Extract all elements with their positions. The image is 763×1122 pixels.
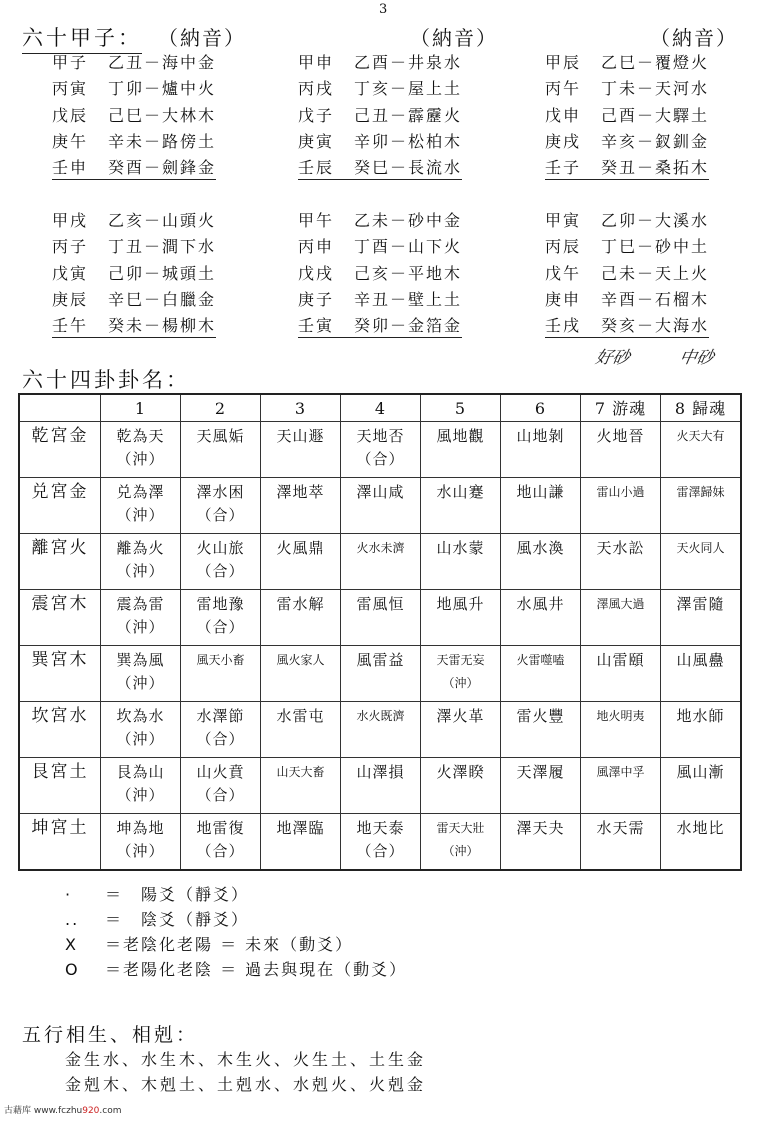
hexagram-cell: 山澤損	[341, 758, 421, 814]
hexagram-cell: 風火家人	[261, 646, 341, 702]
hexagram-cell: 雷水解	[261, 590, 341, 646]
hexagram-cell: 風澤中孚	[581, 758, 661, 814]
hexagram-cell: 天雷无妄 （沖）	[421, 646, 501, 702]
gua-title: 六十四卦卦名：	[22, 368, 190, 392]
nayin-entry	[52, 129, 216, 152]
hexagram-cell: 火地晉	[581, 422, 661, 478]
nayin-entry	[545, 129, 709, 152]
column-header: 2	[181, 394, 261, 422]
wuxing-ke: 金剋木、木剋土、土剋水、水剋火、火剋金	[65, 1075, 427, 1094]
column-header: 1	[101, 394, 181, 422]
nayin-value: 乙巳－覆燈火	[601, 53, 710, 72]
hexagram-cell: 地風升	[421, 590, 501, 646]
hexagram-cell: 澤水困 （合）	[181, 478, 261, 534]
nayin-value: 丁丑－澗下水	[108, 237, 217, 257]
stem-branch: 丙子	[52, 237, 89, 257]
table-row	[19, 534, 741, 590]
nayin-entry	[52, 50, 216, 73]
nayin-entry	[545, 103, 709, 126]
nayin-value: 乙丑－海中金	[108, 53, 217, 72]
hexagram-cell: 坤為地 （沖）	[101, 814, 181, 871]
stem-branch: 庚子	[298, 289, 335, 309]
hexagram-cell: 天山遯	[261, 422, 341, 478]
stem-branch: 甲辰	[545, 53, 582, 72]
hexagram-cell: 山風蠱	[661, 646, 742, 702]
hexagram-cell: 火水未濟	[341, 534, 421, 590]
nayin-entry	[298, 129, 462, 152]
nayin-value: 癸卯－金箔金	[354, 316, 463, 336]
hexagram-cell: 澤天夬	[501, 814, 581, 871]
nayin-value: 乙卯－大溪水	[601, 211, 710, 230]
nayin-entry	[545, 155, 709, 180]
palace-label: 巽宮木	[19, 646, 101, 702]
stem-branch: 庚寅	[298, 131, 335, 151]
nayin-value: 辛巳－白臘金	[108, 289, 217, 309]
hexagram-cell: 雷火豐	[501, 702, 581, 758]
column-header: 7 游魂	[581, 394, 661, 422]
hexagram-cell: 地澤臨	[261, 814, 341, 871]
hexagram-cell: 山地剝	[501, 422, 581, 478]
nayin-value: 辛丑－壁上土	[354, 289, 463, 309]
nayin-entry	[298, 208, 462, 231]
column-header: 4	[341, 394, 421, 422]
legend-text: ＝ 陽爻（靜爻）	[105, 885, 250, 904]
nayin-header-3: （納音）	[650, 26, 738, 50]
hexagram-cell: 山雷頤	[581, 646, 661, 702]
nayin-header-2: （納音）	[410, 26, 498, 50]
hexagram-cell: 地山謙	[501, 478, 581, 534]
legend-symbol: ·	[65, 885, 73, 904]
nayin-entry	[545, 234, 709, 257]
stem-branch: 甲寅	[545, 211, 582, 230]
nayin-entry	[545, 313, 709, 338]
palace-label: 離宮火	[19, 534, 101, 590]
nayin-value: 辛亥－釵釧金	[601, 131, 710, 151]
nayin-entry	[298, 313, 462, 338]
nayin-value: 丁亥－屋上土	[354, 79, 463, 99]
hexagram-cell: 水雷屯	[261, 702, 341, 758]
hexagram-cell: 天火同人	[661, 534, 742, 590]
nayin-value: 己卯－城頭土	[108, 263, 217, 283]
table-row	[19, 702, 741, 758]
nayin-entry	[52, 287, 216, 310]
hexagram-cell: 澤火革	[421, 702, 501, 758]
nayin-entry	[298, 234, 462, 257]
nayin-entry	[52, 155, 216, 180]
hexagram-cell: 地天泰 （合）	[341, 814, 421, 871]
legend-text: ＝ 陰爻（靜爻）	[105, 910, 250, 929]
hexagram-cell: 天澤履	[501, 758, 581, 814]
hexagram-cell: 風山漸	[661, 758, 742, 814]
hexagram-cell: 風地觀	[421, 422, 501, 478]
stem-branch: 甲子	[52, 53, 89, 72]
hexagram-cell: 雷山小過	[581, 478, 661, 534]
hexagram-cell: 火雷噬嗑	[501, 646, 581, 702]
nayin-value: 辛酉－石榴木	[601, 289, 710, 309]
nayin-entry	[545, 76, 709, 99]
nayin-entry	[545, 50, 709, 73]
hexagram-cell: 風雷益	[341, 646, 421, 702]
nayin-value: 丁未－天河水	[601, 79, 710, 99]
palace-label: 坤宮土	[19, 814, 101, 871]
stem-branch: 丙午	[545, 79, 582, 99]
page-number: 3	[379, 2, 388, 17]
hexagram-cell: 水天需	[581, 814, 661, 871]
nayin-value: 癸巳－長流水	[354, 158, 463, 178]
nayin-entry	[52, 234, 216, 257]
legend-symbol: O	[65, 960, 80, 979]
stem-branch: 庚申	[545, 289, 582, 309]
stem-branch: 甲午	[298, 211, 335, 230]
stem-branch: 壬寅	[298, 316, 335, 336]
stem-branch: 壬午	[52, 316, 89, 336]
palace-label: 坎宮水	[19, 702, 101, 758]
nayin-entry	[52, 261, 216, 284]
legend-symbol: ..	[65, 910, 80, 929]
watermark	[4, 1103, 122, 1116]
stem-branch: 庚辰	[52, 289, 89, 309]
nayin-value: 乙亥－山頭火	[108, 211, 217, 230]
legend-item	[65, 907, 249, 930]
nayin-entry	[545, 261, 709, 284]
hexagram-cell: 雷地豫 （合）	[181, 590, 261, 646]
stem-branch: 庚午	[52, 131, 89, 151]
legend-item	[65, 957, 407, 980]
nayin-value: 丁巳－砂中土	[601, 237, 710, 257]
hexagram-cell: 山天大畜	[261, 758, 341, 814]
stem-branch: 戊申	[545, 105, 582, 125]
hexagram-cell: 火風鼎	[261, 534, 341, 590]
nayin-entry	[52, 208, 216, 231]
stem-branch: 壬申	[52, 158, 89, 178]
nayin-value: 己亥－平地木	[354, 263, 463, 283]
nayin-value: 癸丑－桑拓木	[601, 158, 710, 178]
legend-text: ＝老陰化老陽 ＝ 未來（動爻）	[105, 935, 354, 954]
hexagram-cell: 火澤睽	[421, 758, 501, 814]
hexagram-cell: 水澤節 （合）	[181, 702, 261, 758]
hexagram-cell: 雷天大壯 （沖）	[421, 814, 501, 871]
palace-label: 兑宮金	[19, 478, 101, 534]
hexagram-cell: 水山蹇	[421, 478, 501, 534]
column-header	[19, 394, 101, 422]
column-header: 5	[421, 394, 501, 422]
hexagram-cell: 山水蒙	[421, 534, 501, 590]
nayin-entry	[298, 76, 462, 99]
nayin-value: 己酉－大驛土	[601, 105, 710, 125]
column-header: 8 歸魂	[661, 394, 742, 422]
hexagram-cell: 天水訟	[581, 534, 661, 590]
nayin-entry	[545, 287, 709, 310]
stem-branch: 庚戌	[545, 131, 582, 151]
stem-branch: 甲戌	[52, 211, 89, 230]
palace-label: 乾宮金	[19, 422, 101, 478]
hexagram-cell: 山火賁 （合）	[181, 758, 261, 814]
hexagram-cell: 乾為天 （沖）	[101, 422, 181, 478]
legend-text: ＝老陽化老陰 ＝ 過去與現在（動爻）	[105, 960, 408, 979]
stem-branch: 丙戌	[298, 79, 335, 99]
nayin-entry	[298, 50, 462, 73]
hexagram-cell: 澤雷隨	[661, 590, 742, 646]
stem-branch: 壬辰	[298, 158, 335, 178]
stem-branch: 戊辰	[52, 105, 89, 125]
handwritten-note-1: 好砂	[593, 348, 632, 368]
hexagram-cell: 風天小畜	[181, 646, 261, 702]
stem-branch: 戊子	[298, 105, 335, 125]
handwritten-note-2: 中砂	[677, 348, 716, 368]
nayin-value: 辛卯－松柏木	[354, 131, 463, 151]
hexagram-cell: 震為雷 （沖）	[101, 590, 181, 646]
table-row	[19, 478, 741, 534]
legend-item	[65, 932, 353, 955]
table-row	[19, 758, 741, 814]
hexagram-cell: 水地比	[661, 814, 742, 871]
nayin-value: 癸酉－劍鋒金	[108, 158, 217, 178]
nayin-entry	[298, 155, 462, 180]
column-header: 3	[261, 394, 341, 422]
nayin-entry	[545, 208, 709, 231]
watermark-suffix: .com	[99, 1106, 122, 1116]
nayin-value: 丁酉－山下火	[354, 237, 463, 257]
hexagram-cell: 離為火 （沖）	[101, 534, 181, 590]
nayin-value: 己巳－大林木	[108, 105, 217, 125]
hexagram-cell: 雷風恒	[341, 590, 421, 646]
nayin-value: 辛未－路傍土	[108, 131, 217, 151]
jiazi-title: 六十甲子：	[22, 22, 142, 54]
table-row	[19, 646, 741, 702]
nayin-value: 己丑－霹靂火	[354, 105, 463, 125]
hexagram-cell: 天地否 （合）	[341, 422, 421, 478]
stem-branch: 戊戌	[298, 263, 335, 283]
legend-item	[65, 882, 249, 905]
table-row	[19, 814, 741, 871]
hexagram-cell: 火天大有	[661, 422, 742, 478]
hexagram-cell: 澤山咸	[341, 478, 421, 534]
stem-branch: 丙辰	[545, 237, 582, 257]
hexagram-cell: 巽為風 （沖）	[101, 646, 181, 702]
stem-branch: 戊午	[545, 263, 582, 283]
stem-branch: 甲申	[298, 53, 335, 72]
hexagram-cell: 坎為水 （沖）	[101, 702, 181, 758]
nayin-entry	[298, 287, 462, 310]
watermark-number: 920	[82, 1106, 100, 1116]
stem-branch: 戊寅	[52, 263, 89, 283]
hexagram-cell: 地火明夷	[581, 702, 661, 758]
palace-label: 震宮木	[19, 590, 101, 646]
watermark-text: 古藉库 www.fczhu	[4, 1106, 83, 1116]
stem-branch: 壬子	[545, 158, 582, 178]
hexagram-cell: 艮為山 （沖）	[101, 758, 181, 814]
nayin-entry	[52, 76, 216, 99]
hexagram-cell: 水火既濟	[341, 702, 421, 758]
table-row	[19, 422, 741, 478]
table-row	[19, 590, 741, 646]
nayin-value: 癸未－楊柳木	[108, 316, 217, 336]
column-header: 6	[501, 394, 581, 422]
nayin-entry	[52, 103, 216, 126]
wuxing-sheng: 金生水、水生木、木生火、火生土、土生金	[65, 1050, 427, 1069]
nayin-entry	[298, 103, 462, 126]
stem-branch: 壬戌	[545, 316, 582, 336]
hexagram-cell: 天風姤	[181, 422, 261, 478]
hexagram-cell: 火山旅 （合）	[181, 534, 261, 590]
hexagram-cell: 兑為澤 （沖）	[101, 478, 181, 534]
palace-label: 艮宮土	[19, 758, 101, 814]
nayin-value: 己未－天上火	[601, 263, 710, 283]
hexagram-cell: 水風井	[501, 590, 581, 646]
nayin-value: 丁卯－爐中火	[108, 79, 217, 99]
nayin-value: 癸亥－大海水	[601, 316, 710, 336]
nayin-value: 乙未－砂中金	[354, 211, 463, 230]
nayin-value: 乙酉－井泉水	[354, 53, 463, 72]
hexagram-cell: 澤地萃	[261, 478, 341, 534]
hexagram-cell: 風水渙	[501, 534, 581, 590]
nayin-entry	[52, 313, 216, 338]
hexagram-cell: 地雷復 （合）	[181, 814, 261, 871]
wuxing-title: 五行相生、相剋：	[22, 1024, 199, 1046]
hexagram-cell: 地水師	[661, 702, 742, 758]
hexagram-table	[18, 393, 742, 871]
nayin-entry	[298, 261, 462, 284]
legend-symbol: X	[65, 935, 78, 954]
stem-branch: 丙申	[298, 237, 335, 257]
hexagram-cell: 澤風大過	[581, 590, 661, 646]
nayin-header-1: （納音）	[158, 26, 246, 50]
hexagram-cell: 雷澤歸妹	[661, 478, 742, 534]
stem-branch: 丙寅	[52, 79, 89, 99]
table-header-row	[19, 394, 741, 422]
